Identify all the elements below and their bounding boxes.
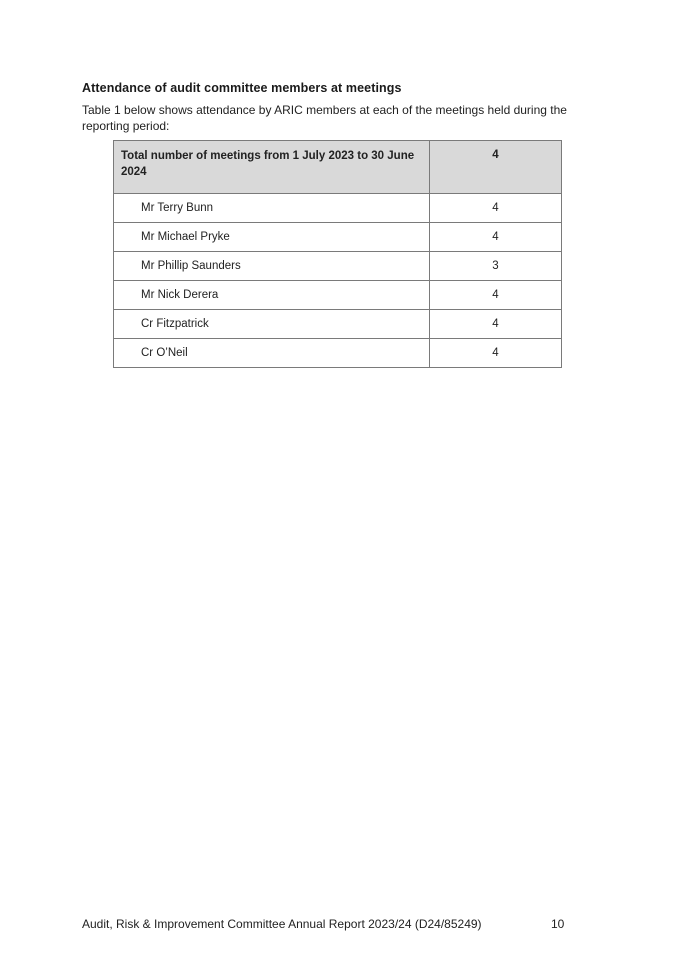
table-row — [114, 223, 562, 252]
table-row — [114, 281, 562, 310]
table-row — [114, 194, 562, 223]
table-row — [114, 339, 562, 368]
page-number: 10 — [551, 917, 565, 931]
section-heading: Attendance of audit committee members at meetings — [82, 81, 402, 95]
total-meetings-label: Total number of meetings from 1 July 2023 to 30 June 2024 — [114, 141, 430, 194]
footer-text: Audit, Risk & Improvement Committee Annual Report 2023/24 (D24/85249) — [82, 917, 482, 931]
table-row — [114, 310, 562, 339]
member-name: Cr O’Neil — [114, 339, 430, 368]
table-row — [114, 252, 562, 281]
member-name: Mr Terry Bunn — [114, 194, 430, 223]
member-attendance-count: 4 — [430, 310, 562, 339]
total-meetings-value: 4 — [430, 141, 562, 194]
member-attendance-count: 4 — [430, 194, 562, 223]
attendance-table — [113, 140, 562, 368]
member-attendance-count: 4 — [430, 223, 562, 252]
table-header-row — [114, 141, 562, 194]
member-name: Mr Phillip Saunders — [114, 252, 430, 281]
member-name: Cr Fitzpatrick — [114, 310, 430, 339]
member-name: Mr Michael Pryke — [114, 223, 430, 252]
member-name: Mr Nick Derera — [114, 281, 430, 310]
member-attendance-count: 4 — [430, 281, 562, 310]
intro-paragraph: Table 1 below shows attendance by ARIC members at each of the meetings held during the reporting period: — [82, 103, 567, 133]
member-attendance-count: 3 — [430, 252, 562, 281]
member-attendance-count: 4 — [430, 339, 562, 368]
